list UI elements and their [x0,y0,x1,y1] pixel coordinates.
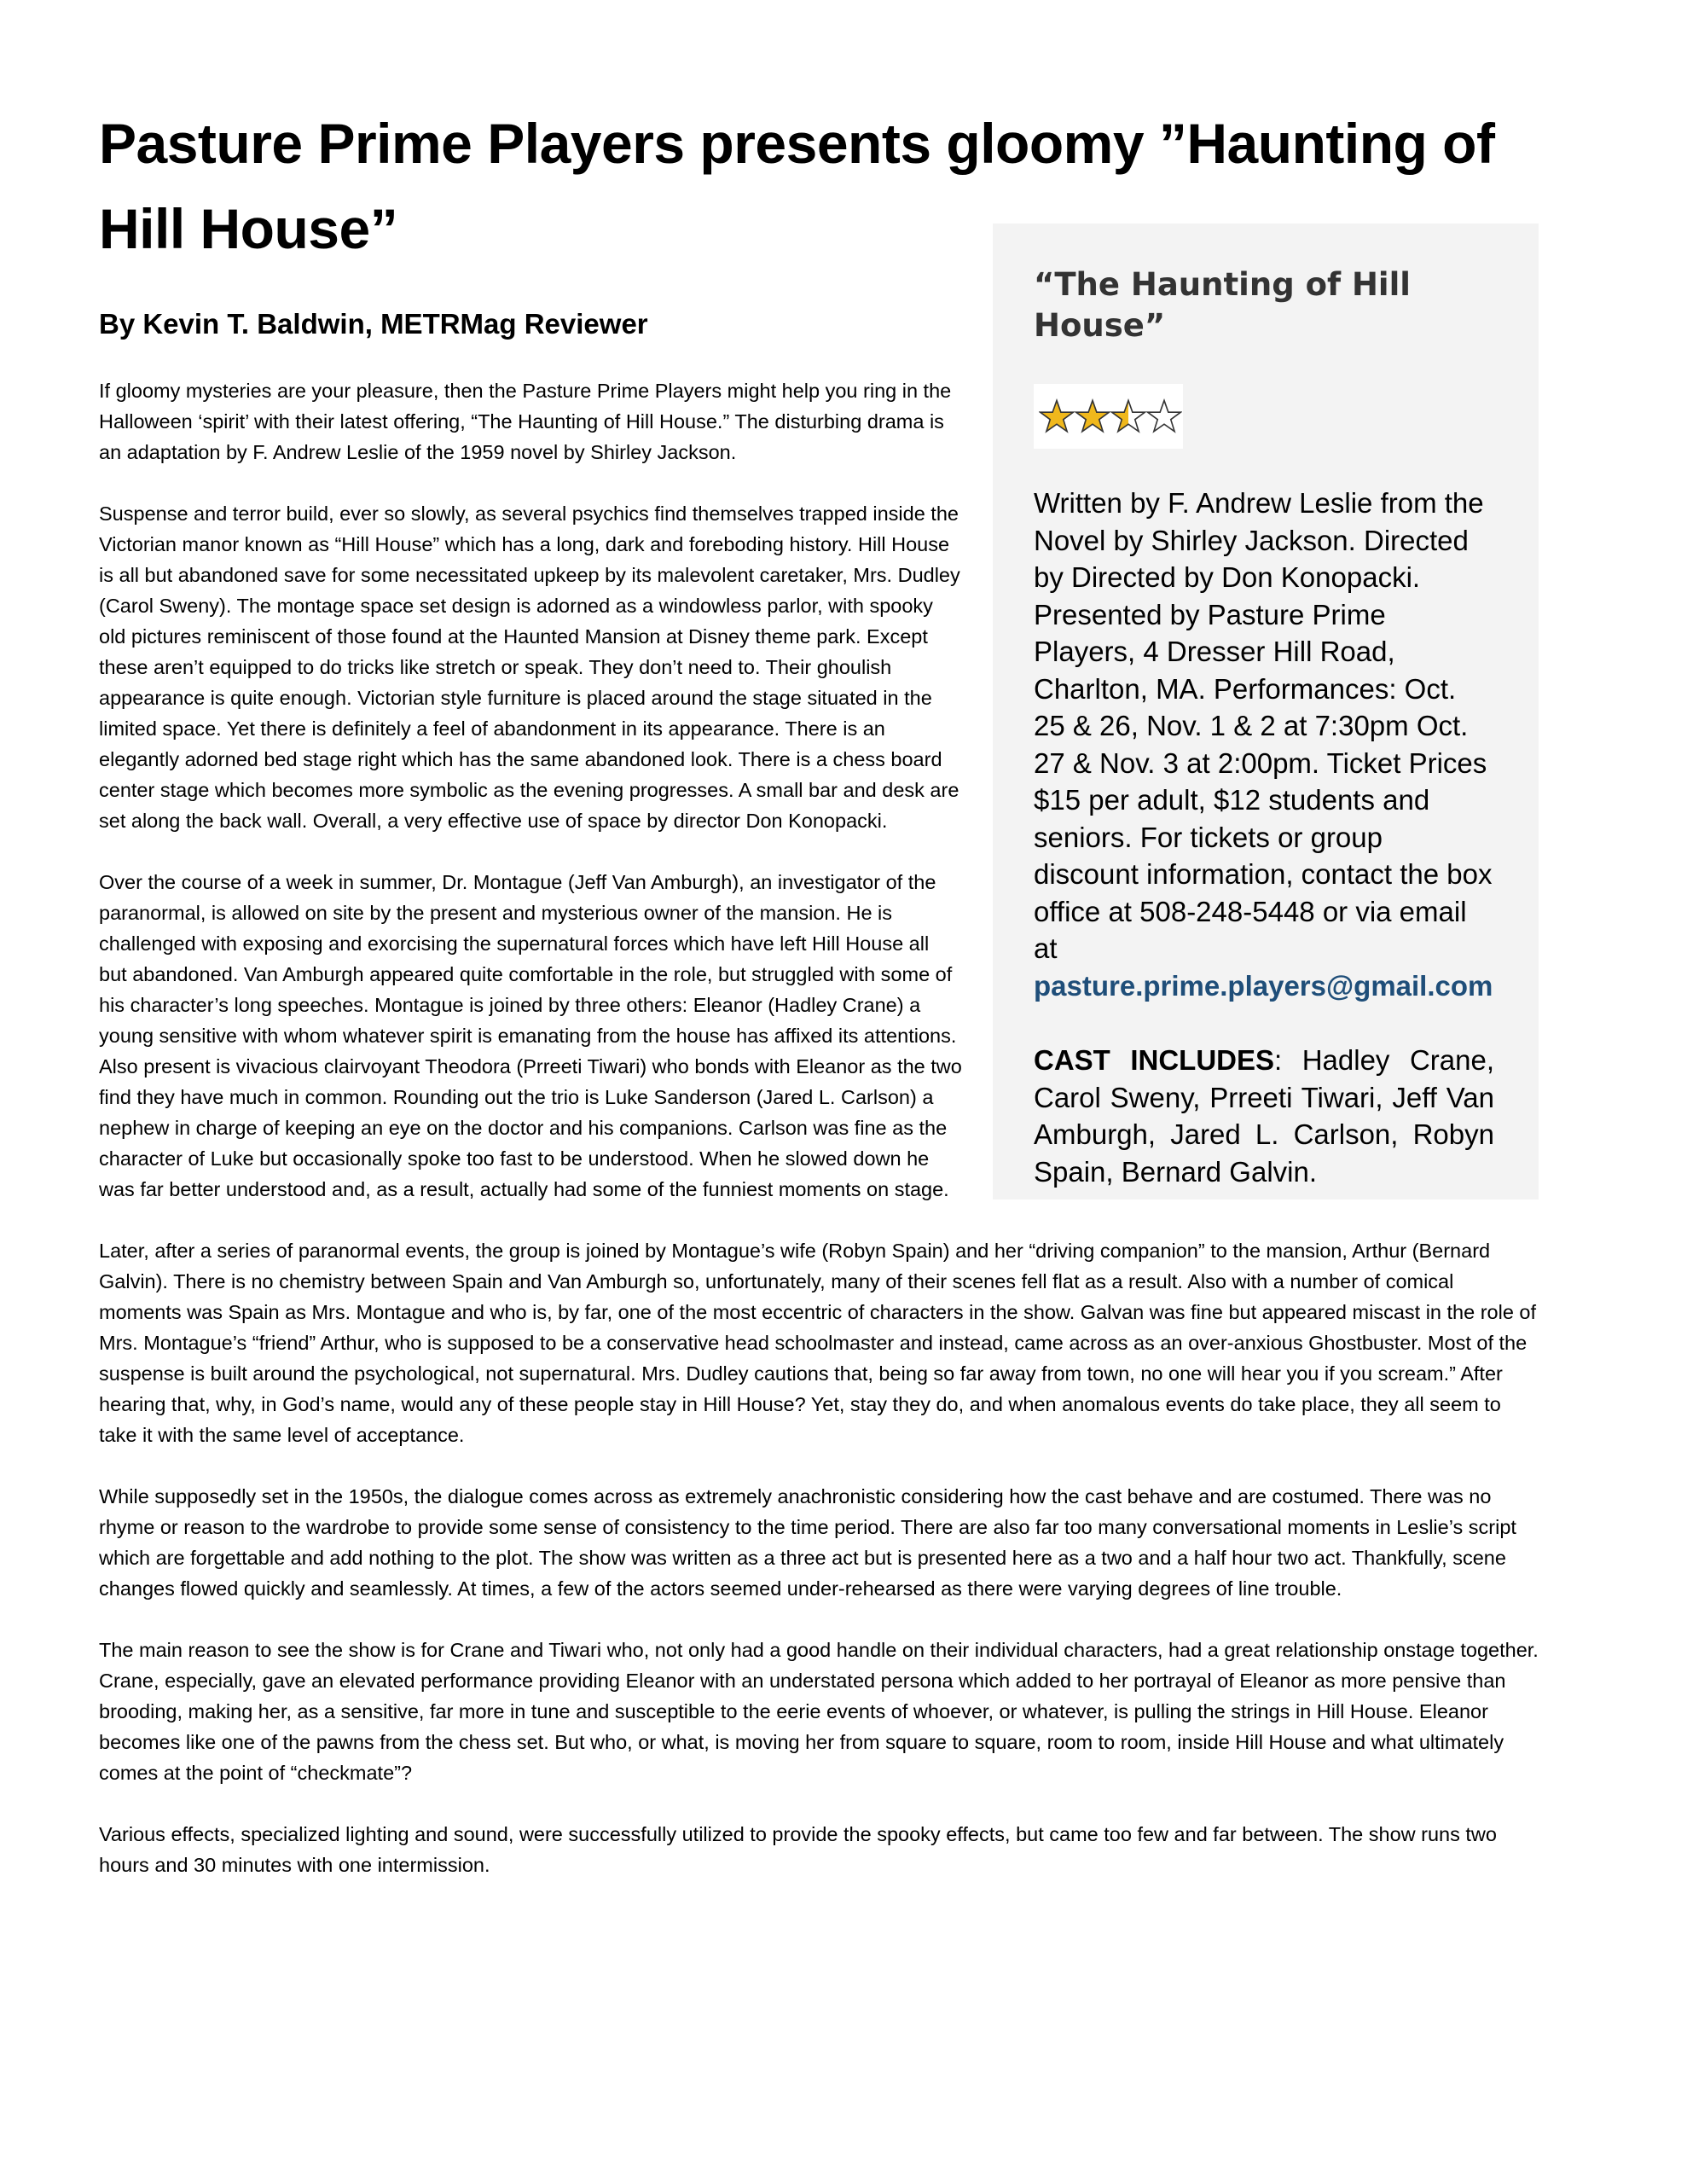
article-paragraph: The main reason to see the show is for Crane and Tiwari who, not only had a good handle on their individual characters, had a great relationship onstage together. Crane, especially, gave an elevated performance providing Eleanor with an understated persona which added to her portrayal of Eleanor as more pensive than brooding, making her, as a sensitive, far more in tune and susceptible to the eerie events of whoever, or whatever, is pulling the strings in Hill House. Eleanor becomes like one of the pawns from the chess set. But who, or what, is moving her from square to square, room to room, inside Hill House and what ultimately comes at the point of “checkmate”? [99,1639,1539,1784]
cast-label: CAST INCLUDES [1034,1044,1275,1076]
star-full-icon [1075,396,1110,437]
article-paragraph: Various effects, specialized lighting and sound, were successfully utilized to provide the spooky effects, but came too few and far between. The show runs two hours and 30 minutes with one intermission. [99,1823,1497,1876]
article-paragraph: If gloomy mysteries are your pleasure, then the Pasture Prime Players might help you ring in the Halloween ‘spirit’ with their latest offering, “The Haunting of Hill House.” The disturbing drama is an adaptation by F. Andrew Leslie of the 1959 novel by Shirley Jackson. [99,380,952,463]
cast-names: : Hadley Crane, Carol Sweny, Prreeti Tiwari, Jeff Van Amburgh, Jared L. Carlson, Robyn Spain, Bernard Galvin. [1034,1044,1494,1188]
article-paragraph: Later, after a series of paranormal events, the group is joined by Montague’s wife (Robyn Spain) and her “driving companion” to the mansion, Arthur (Bernard Galvin). There is no chemistry between Spain and Van Amburgh so, unfortunately, many of their scenes fell flat as a result. Also with a number of comical moments was Spain as Mrs. Montague and who is, by far, one of the most eccentric of characters in the show. Galvan was fine but appeared miscast in the role of Mrs. Montague’s “friend” Arthur, who is supposed to be a conservative head schoolmaster and instead, came across as an over-anxious Ghostbuster. Most of the suspense is built around the psychological, not supernatural. Mrs. Dudley cautions that, being so far away from town, no one will hear you if you scream.” After hearing that, why, in God’s name, would any of these people stay in Hill House? Yet, stay they do, and when anomalous events do take place, they all seem to take it with the same level of acceptance. [99,1240,1537,1446]
box-office-email-link[interactable]: pasture.prime.players@gmail.com [1034,969,1493,1002]
article-paragraph: Suspense and terror build, ever so slowly, as several psychics find themselves trapped inside the Victorian manor known as “Hill House” which has a long, dark and foreboding history. Hill House is all but abandoned save for some necessitated upkeep by its malevolent caretaker, Mrs. Dudley (Carol Sweny). The montage space set design is adorned as a windowless parlor, with spooky old pictures reminiscent of those found at the Haunted Mansion at Disney theme park. Except these aren’t equipped to do tricks like stretch or speak. They don’t need to. Their ghoulish appearance is quite enough. Victorian style furniture is placed around the stage situated in the limited space. Yet there is definitely a feel of abandonment in its appearance. There is an elegantly adorned bed stage right which has the same abandoned look. There is a chess board center stage which becomes more symbolic as the evening progresses. A small bar and desk are set along the back wall. Overall, a very effective use of space by director Don Konopacki. [99,502,960,832]
sidebar-show-title: “The Haunting of Hill House” [1034,266,1411,344]
show-details-text: Written by F. Andrew Leslie from the Novel by Shirley Jackson. Directed by Directed by Don Konopacki. Presented by Pasture Prime Players, 4 Dresser Hill Road, Charlton, MA. Performances: Oct. 25 & 26, Nov. 1 & 2 at 7:30pm Oct. 27 & Nov. 3 at 2:00pm. Ticket Prices $15 per adult, $12 students and seniors. For tickets or group discount information, contact the box office at 508-248-5448 or via email at [1034,487,1493,964]
article-byline: By Kevin T. Baldwin, METRMag Reviewer [99,308,648,340]
article-paragraph: While supposedly set in the 1950s, the dialogue comes across as extremely anachronistic considering how the cast behave and are costumed. There was no rhyme or reason to the wardrobe to provide some sense of consistency to the time period. There are also far too many conversational moments in Leslie’s script which are forgettable and add nothing to the plot. The show was written as a three act but is presented here as a two and a half hour two act. Thankfully, scene changes flowed quickly and seamlessly. At times, a few of the actors seemed under-rehearsed as there were varying degrees of line trouble. [99,1485,1516,1600]
article-content [99,266,1539,1880]
star-empty-icon [1146,396,1182,437]
article-headline: Pasture Prime Players presents gloomy ”Haunting of Hill House” [99,112,1495,260]
review-info-sidebar [993,224,1539,1199]
show-details [1034,485,1494,1004]
article-paragraph: Over the course of a week in summer, Dr. Montague (Jeff Van Amburgh), an investigator of the paranormal, is allowed on site by the present and mysterious owner of the mansion. He is challenged with exposing and exorcising the supernatural forces which have left Hill House all but abandoned. Van Amburgh appeared quite comfortable in the role, but struggled with some of his character’s long speeches. Montague is joined by three others: Eleanor (Hadley Crane) a young sensitive with whom whatever spirit is emanating from the house has affixed its attentions. Also present is vivacious clairvoyant Theodora (Prreeti Tiwari) who bonds with Eleanor as the two find they have much in common. Rounding out the trio is Luke Sanderson (Jared L. Carlson) a nephew in charge of keeping an eye on the doctor and his companions. Carlson was fine as the character of Luke but occasionally spoke too fast to be understood. When he slowed down he was far better understood and, as a result, actually had some of the funniest moments on stage. [99,871,962,1200]
cast-list [1034,1042,1494,1190]
star-rating [1034,384,1183,449]
star-full-icon [1039,396,1075,437]
star-half-icon [1110,396,1146,437]
